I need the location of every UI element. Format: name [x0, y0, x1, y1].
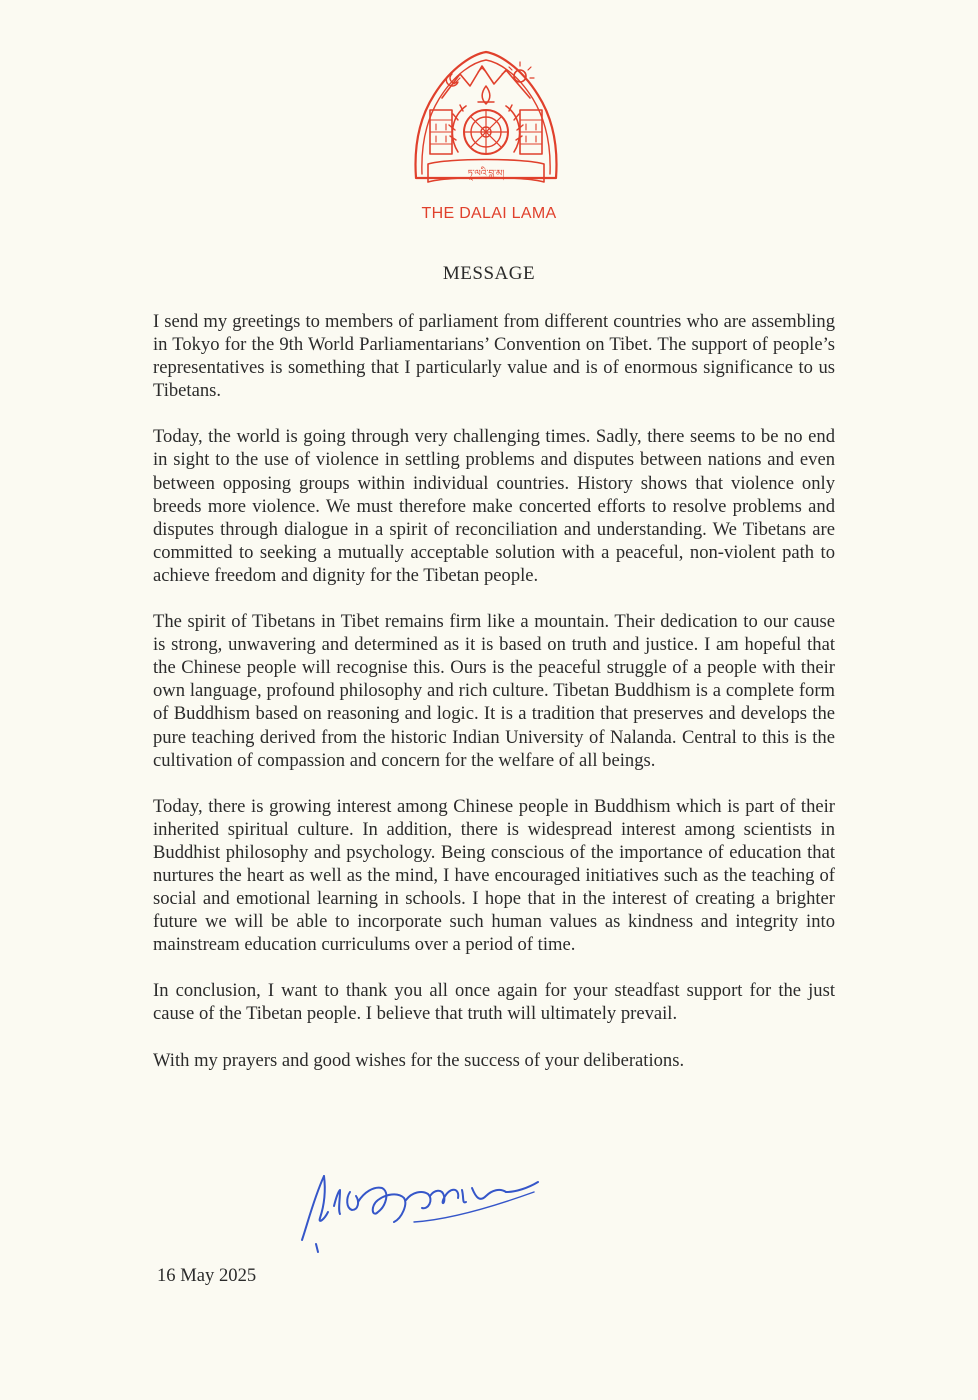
paragraph-greetings: I send my greetings to members of parliament from different countries who are assembling in Tokyo for the 9th World Parliamentarians’ Convention on Tibet. The support of people’s representatives is something that I particularly value and is of enormous significance to us Tibetans.	[153, 311, 835, 402]
letter-date: 16 May 2025	[157, 1265, 257, 1286]
paragraph-challenging-times: Today, the world is going through very challenging times. Sadly, there seems to be no end in sight to the use of violence in settling problems and disputes between nations and even between opposing groups within individual countries. History shows that violence only breeds more violence. We must therefore make concerted efforts to resolve problems and disputes through dialogue in a spirit of reconciliation and understanding. We Tibetans are committed to seeking a mutually acceptable solution with a peaceful, non-violent path to achieve freedom and dignity for the Tibetan people.	[153, 426, 835, 586]
letterhead-name: THE DALAI LAMA	[421, 205, 557, 222]
handwritten-signature	[294, 1162, 548, 1254]
seal-inscription: ཏཱ་ལའི་བླ་མ།	[467, 169, 505, 179]
paragraph-buddhism-interest: Today, there is growing interest among Chinese people in Buddhism which is part of their inherited spiritual culture. In addition, there is widespread interest among scientists in Buddhist philosophy and psychology. Being conscious of the importance of education that nurtures the heart as well as the mind, I have encouraged initiatives such as the teaching of social and emotional learning in schools. I hope that in the interest of creating a brighter future we will be able to incorporate such human values as kindness and integrity into mainstream education curriculums over a period of time.	[153, 795, 835, 956]
paragraph-spirit-of-tibetans: The spirit of Tibetans in Tibet remains firm like a mountain. Their dedication to our cause is strong, unwavering and determined as it is based on truth and justice. I am hopeful that the Chinese people will recognise this. Ours is the peaceful struggle of a people with their own language, profound philosophy and rich culture. Tibetan Buddhism is a complete form of Buddhism based on reasoning and logic. It is a tradition that preserves and develops the pure teaching derived from the historic Indian University of Nalanda. Central to this is the cultivation of compassion and concern for the welfare of all beings.	[153, 611, 835, 771]
closing-line: With my prayers and good wishes for the success of your deliberations.	[153, 1049, 685, 1071]
paragraph-conclusion: In conclusion, I want to thank you all once again for your steadfast support for the just cause of the Tibetan people. I believe that truth will ultimately prevail.	[153, 980, 835, 1025]
letter-body	[153, 310, 835, 1072]
message-heading: MESSAGE	[442, 263, 536, 284]
dalai-lama-seal	[408, 40, 564, 194]
